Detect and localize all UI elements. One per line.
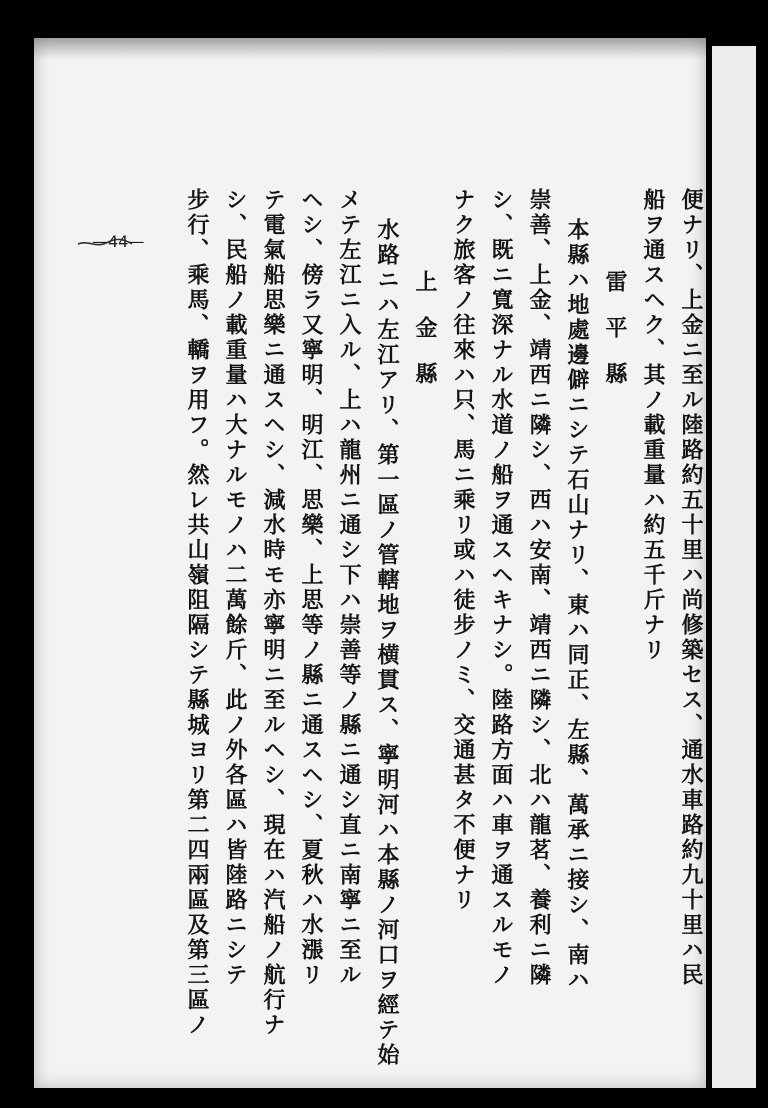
text-column-12: ヘシ、傍ラ又寧明、明江、思樂、上思等ノ縣ニ通スヘシ、夏秋ハ水漲リ: [298, 188, 324, 988]
text-column-2: 便ナリ、上金ニ至ル陸路約五十里ハ尚修築セス、通水車路約九十里ハ民: [678, 188, 704, 988]
text-column-15: 步行、乘馬、轎ヲ用フ。然レ共山嶺阻隔シテ縣城ヨリ第二四兩區及第三區ノ: [184, 188, 210, 1038]
section-heading-leiping: 雷平縣: [602, 270, 628, 408]
page-number-mark: —44—: [92, 232, 145, 251]
text-column-11: メテ左江ニ入ル、上ハ龍州ニ通シ下ハ崇善等ノ縣ニ通シ直ニ南寧ニ至ル: [336, 188, 362, 988]
text-column-14: シ、民船ノ載重量ハ大ナルモノハ二萬餘斤、此ノ外各區ハ皆陸路ニシテ: [222, 188, 248, 988]
text-column-3: 船ヲ通スヘク、其ノ載重量ハ約五千斤ナリ: [640, 188, 666, 663]
section-heading-shangjin: 上金縣: [412, 270, 438, 408]
text-column-6: 崇善、上金、靖西ニ隣シ、西ハ安南、靖西ニ隣シ、北ハ龍茗、養利ニ隣: [526, 188, 552, 988]
text-column-10: 水路ニハ左江アリ、第一區ノ管轄地ヲ横貫ス、寧明河ハ本縣ノ河口ヲ經テ始: [374, 218, 400, 1068]
text-column-13: テ電氣船思樂ニ通スヘシ、減水時モ亦寧明ニ至ルヘシ、現在ハ汽船ノ航行ナ: [260, 188, 286, 1038]
bleed-through-text: [718, 196, 746, 206]
text-column-8: ナク旅客ノ往來ハ只、馬ニ乘リ或ハ徒步ノミ、交通甚タ不便ナリ: [450, 188, 476, 913]
adjacent-page-edge: [712, 46, 756, 1088]
text-column-7: シ、既ニ寬深ナル水道ノ船ヲ通スヘキナシ。陸路方面ハ車ヲ通スルモノ: [488, 188, 514, 988]
vertical-text-block: [162, 188, 742, 1068]
document-page: [34, 38, 706, 1088]
text-column-5: 本縣ハ地處邊僻ニシテ石山ナリ、東ハ同正、左縣、萬承ニ接シ、南ハ: [564, 218, 590, 993]
